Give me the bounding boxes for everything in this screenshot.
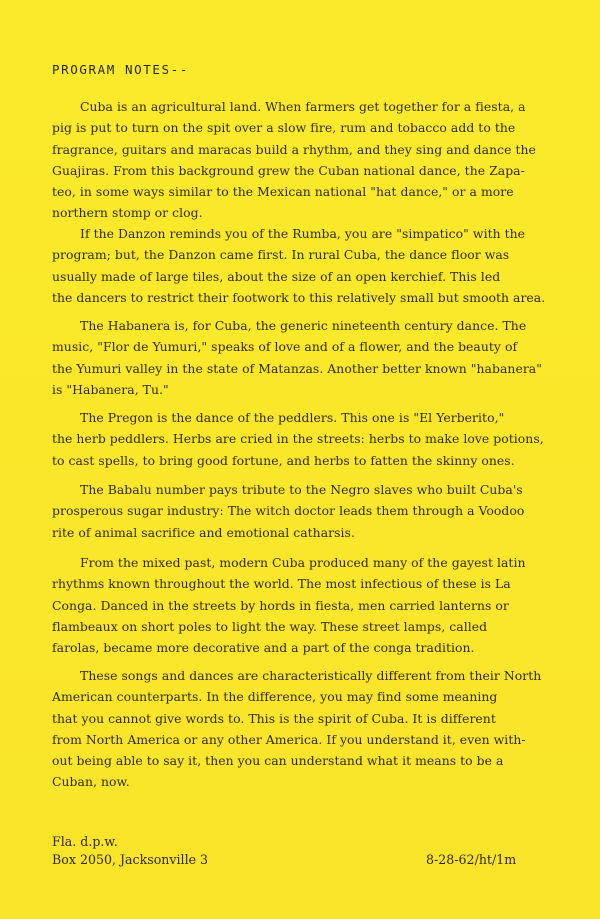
paragraph-line: If the Danzon reminds you of the Rumba, you are "simpatico" with the bbox=[80, 226, 526, 241]
paragraph-line: fragrance, guitars and maracas build a rhythm, and they sing and dance the bbox=[52, 141, 536, 157]
paragraph-line: The Habanera is, for Cuba, the generic nineteenth century dance. The bbox=[80, 318, 527, 333]
paragraph-line: music, "Flor de Yumuri," speaks of love and of a flower, and the beauty of bbox=[52, 339, 518, 355]
paragraph-line: rite of animal sacrifice and emotional catharsis. bbox=[52, 524, 355, 540]
paragraph-line: the Yumuri valley in the state of Matanzas. Another better known "habanera" bbox=[52, 360, 542, 376]
paragraph-la-conga bbox=[52, 552, 542, 658]
paragraph-habanera bbox=[52, 315, 542, 400]
paragraph-line: program; but, the Danzon came first. In rural Cuba, the dance floor was bbox=[52, 247, 510, 263]
paragraph-line: usually made of large tiles, about the size of an open kerchief. This led bbox=[52, 268, 501, 284]
paragraph-line: prosperous sugar industry: The witch doctor leads them through a Voodoo bbox=[52, 503, 525, 519]
paragraph-babalu bbox=[52, 479, 542, 543]
paragraph-line: American counterparts. In the difference, you may find some meaning bbox=[52, 689, 498, 705]
footer-organization: Fla. d.p.w. bbox=[52, 834, 118, 849]
paragraph-line: farolas, became more decorative and a part of the conga tradition. bbox=[52, 640, 475, 656]
paragraph-line: The Pregon is the dance of the peddlers. This one is "El Yerberito," bbox=[80, 410, 505, 425]
paragraph-line: The Babalu number pays tribute to the Negro slaves who built Cuba's bbox=[80, 482, 523, 497]
paragraph-line: From the mixed past, modern Cuba produced many of the gayest latin bbox=[80, 555, 526, 570]
paragraph-line: Conga. Danced in the streets by hords in fiesta, men carried lanterns or bbox=[52, 597, 509, 613]
paragraph-line: These songs and dances are characteristically different from their North bbox=[80, 668, 542, 683]
paragraph-line: the dancers to restrict their footwork to this relatively small but smooth area. bbox=[52, 289, 546, 305]
page-heading: PROGRAM NOTES-- bbox=[52, 62, 189, 77]
paragraph-line: pig is put to turn on the spit over a slow fire, rum and tobacco add to the bbox=[52, 120, 516, 136]
paragraph-cuba-agricultural bbox=[52, 96, 542, 224]
paragraph-line: flambeaux on short poles to light the way. These street lamps, called bbox=[52, 618, 488, 634]
paragraph-line: rhythms known throughout the world. The most infectious of these is La bbox=[52, 576, 511, 592]
footer-address: Box 2050, Jacksonville 3 bbox=[52, 852, 209, 867]
paragraph-line: Cuban, now. bbox=[52, 774, 130, 790]
paragraph-line: is "Habanera, Tu." bbox=[52, 381, 169, 397]
paragraph-line: Cuba is an agricultural land. When farmers get together for a fiesta, a bbox=[80, 99, 526, 114]
paragraph-line: that you cannot give words to. This is the spirit of Cuba. It is different bbox=[52, 710, 496, 726]
paragraph-danzon bbox=[52, 223, 546, 308]
footer-document-code: 8-28-62/ht/1m bbox=[426, 852, 517, 867]
paragraph-line: from North America or any other America. If you understand it, even with- bbox=[52, 731, 526, 747]
paragraph-line: to cast spells, to bring good fortune, and herbs to fatten the skinny ones. bbox=[52, 452, 515, 468]
paragraph-line: teo, in some ways similar to the Mexican national "hat dance," or a more bbox=[52, 184, 514, 200]
paragraph-line: the herb peddlers. Herbs are cried in the streets: herbs to make love potions, bbox=[52, 431, 544, 447]
paragraph-pregon bbox=[52, 407, 542, 471]
paragraph-line: northern stomp or clog. bbox=[52, 205, 203, 221]
paragraph-line: Guajiras. From this background grew the Cuban national dance, the Zapa- bbox=[52, 162, 525, 178]
paragraph-spirit-of-cuba bbox=[52, 665, 542, 793]
paragraph-line: out being able to say it, then you can understand what it means to be a bbox=[52, 753, 504, 769]
